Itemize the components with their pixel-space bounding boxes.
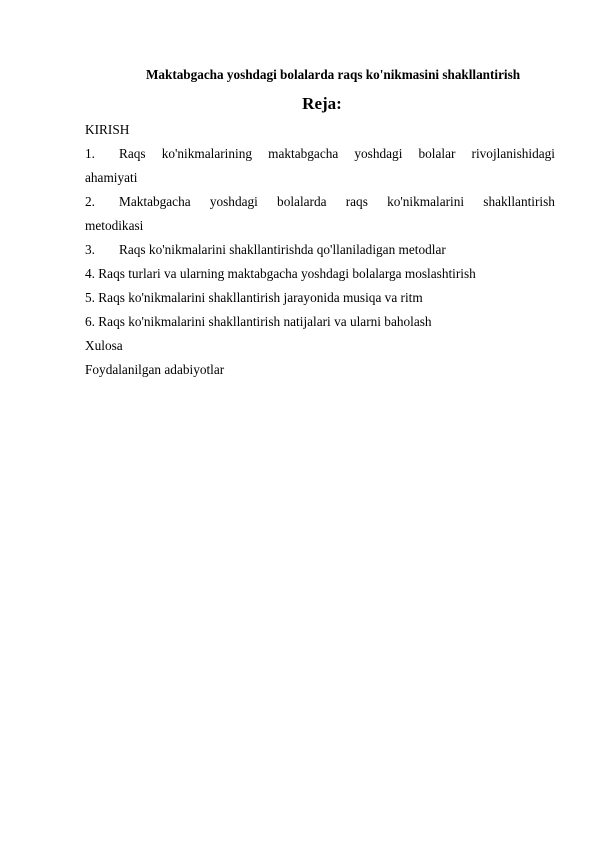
- word: bolalar: [418, 146, 456, 161]
- plan-item-1-words: [119, 146, 555, 162]
- plan-item-2: [85, 194, 555, 210]
- conclusion-line: Xulosa: [85, 338, 123, 353]
- plan-item-2-continuation: metodikasi: [85, 218, 144, 233]
- word: bolalarda: [277, 194, 327, 209]
- plan-item-5: 5. Raqs ko'nikmalarini shakllantirish jarayonida musiqa va ritm: [85, 290, 423, 305]
- plan-item-3-number: 3.: [85, 242, 95, 257]
- plan-item-1-continuation: ahamiyati: [85, 170, 138, 185]
- word: ko'nikmalarining: [161, 146, 253, 161]
- plan-item-2-words: [119, 194, 555, 210]
- plan-item-2-number: 2.: [85, 194, 95, 209]
- intro-line: KIRISH: [85, 122, 130, 137]
- plan-item-4: 4. Raqs turlari va ularning maktabgacha yoshdagi bolalarga moslashtirish: [85, 266, 476, 281]
- word: shakllantirish: [483, 194, 555, 209]
- plan-item-1: [85, 146, 555, 162]
- word: ko'nikmalarini: [387, 194, 465, 209]
- word: raqs: [345, 194, 368, 209]
- word: rivojlanishidagi: [471, 146, 555, 161]
- document-title: Maktabgacha yoshdagi bolalarda raqs ko'nikmasini shakllantirish: [145, 67, 521, 82]
- word: yoshdagi: [209, 194, 258, 209]
- plan-heading: Reja:: [302, 94, 342, 113]
- word: Maktabgacha: [119, 194, 191, 209]
- word: yoshdagi: [354, 146, 403, 161]
- plan-item-1-number: 1.: [85, 146, 95, 161]
- references-line: Foydalanilgan adabiyotlar: [85, 362, 225, 377]
- plan-item-6: 6. Raqs ko'nikmalarini shakllantirish natijalari va ularni baholash: [85, 314, 432, 329]
- plan-item-3: [85, 242, 511, 258]
- word: maktabgacha: [268, 146, 339, 161]
- word: Raqs: [119, 146, 146, 161]
- plan-item-3-text: Raqs ko'nikmalarini shakllantirishda qo'llaniladigan metodlar: [119, 242, 446, 257]
